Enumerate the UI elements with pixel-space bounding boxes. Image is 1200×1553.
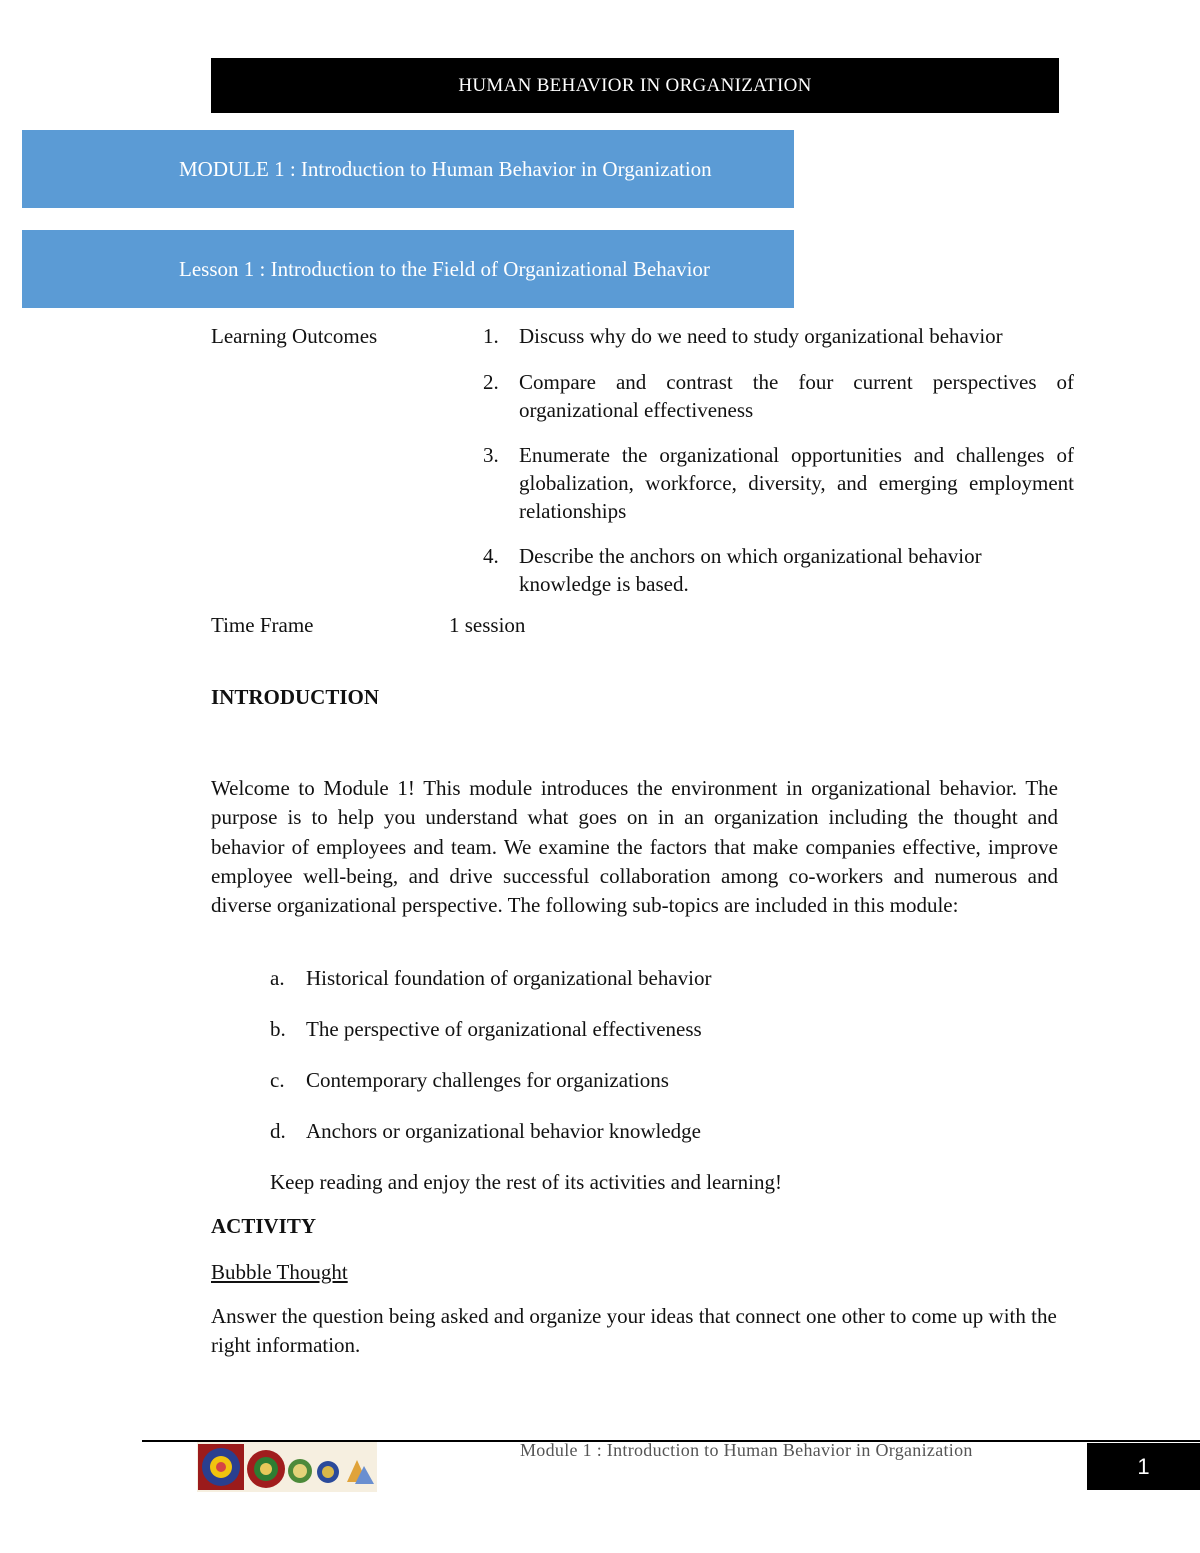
lesson-band — [22, 230, 794, 308]
outcome-number: 2. — [483, 370, 499, 394]
outcome-item: Describe the anchors on which organizational behavior knowledge is based. — [519, 544, 982, 596]
header-title: HUMAN BEHAVIOR IN ORGANIZATION — [458, 74, 812, 96]
department-seal-logo — [317, 1461, 339, 1483]
activity-instruction: Answer the question being asked and organize your ideas that connect one other to come up with the right information. — [211, 1304, 1057, 1358]
subtopic-letter: b. — [270, 1017, 286, 1041]
activity-heading: ACTIVITY — [211, 1214, 317, 1238]
page-number: 1 — [1137, 1453, 1150, 1479]
outcome-item: Compare and contrast the four current perspectives of organizational effectiveness — [519, 370, 1074, 422]
outcome-item: Discuss why do we need to study organizational behavior — [519, 324, 1003, 348]
document-header — [211, 58, 1059, 113]
subtopic-item: Anchors or organizational behavior knowledge — [306, 1119, 701, 1143]
subtopic-letter: a. — [270, 966, 285, 990]
introduction-heading: INTRODUCTION — [211, 685, 380, 709]
lesson-title: Lesson 1 : Introduction to the Field of Organizational Behavior — [179, 256, 710, 281]
module-band — [22, 130, 794, 208]
introduction-closing: Keep reading and enjoy the rest of its activities and learning! — [270, 1170, 782, 1194]
institution-logos — [197, 1442, 377, 1492]
outcome-number: 3. — [483, 443, 499, 467]
footer-module-text: Module 1 : Introduction to Human Behavior in Organization — [520, 1440, 973, 1460]
module-title: MODULE 1 : Introduction to Human Behavior in Organization — [179, 156, 712, 181]
subtopic-item: Contemporary challenges for organizations — [306, 1068, 669, 1092]
activity-subheading: Bubble Thought — [211, 1260, 348, 1284]
time-frame-label: Time Frame — [211, 613, 314, 637]
subtopic-letter: c. — [270, 1068, 285, 1092]
subtopic-letter: d. — [270, 1119, 286, 1143]
time-frame-value: 1 session — [449, 613, 526, 637]
subtopic-item: The perspective of organizational effectiveness — [306, 1017, 702, 1041]
page-number-box — [1087, 1443, 1200, 1490]
subtopic-item: Historical foundation of organizational behavior — [306, 966, 712, 990]
outcome-item: Enumerate the organizational opportunities and challenges of globalization, workforce, diversity, and emerging employment relationships — [519, 443, 1074, 523]
outcome-number: 1. — [483, 324, 499, 348]
agency-seal-logo — [288, 1459, 312, 1483]
learning-outcomes-label: Learning Outcomes — [211, 324, 378, 348]
introduction-paragraph: Welcome to Module 1! This module introduces the environment in organizational behavior. The purpose is to help you understand what goes on in an organization including the thought and behavior of employees and team. We examine the factors that make companies effective, improve employee well-being, and drive successful collaboration among co-workers and numerous and diverse organizational perspective. The following sub-topics are included in this module: — [211, 776, 1058, 918]
republic-seal-logo — [198, 1444, 244, 1490]
college-seal-logo — [247, 1450, 285, 1488]
outcome-number: 4. — [483, 544, 499, 568]
